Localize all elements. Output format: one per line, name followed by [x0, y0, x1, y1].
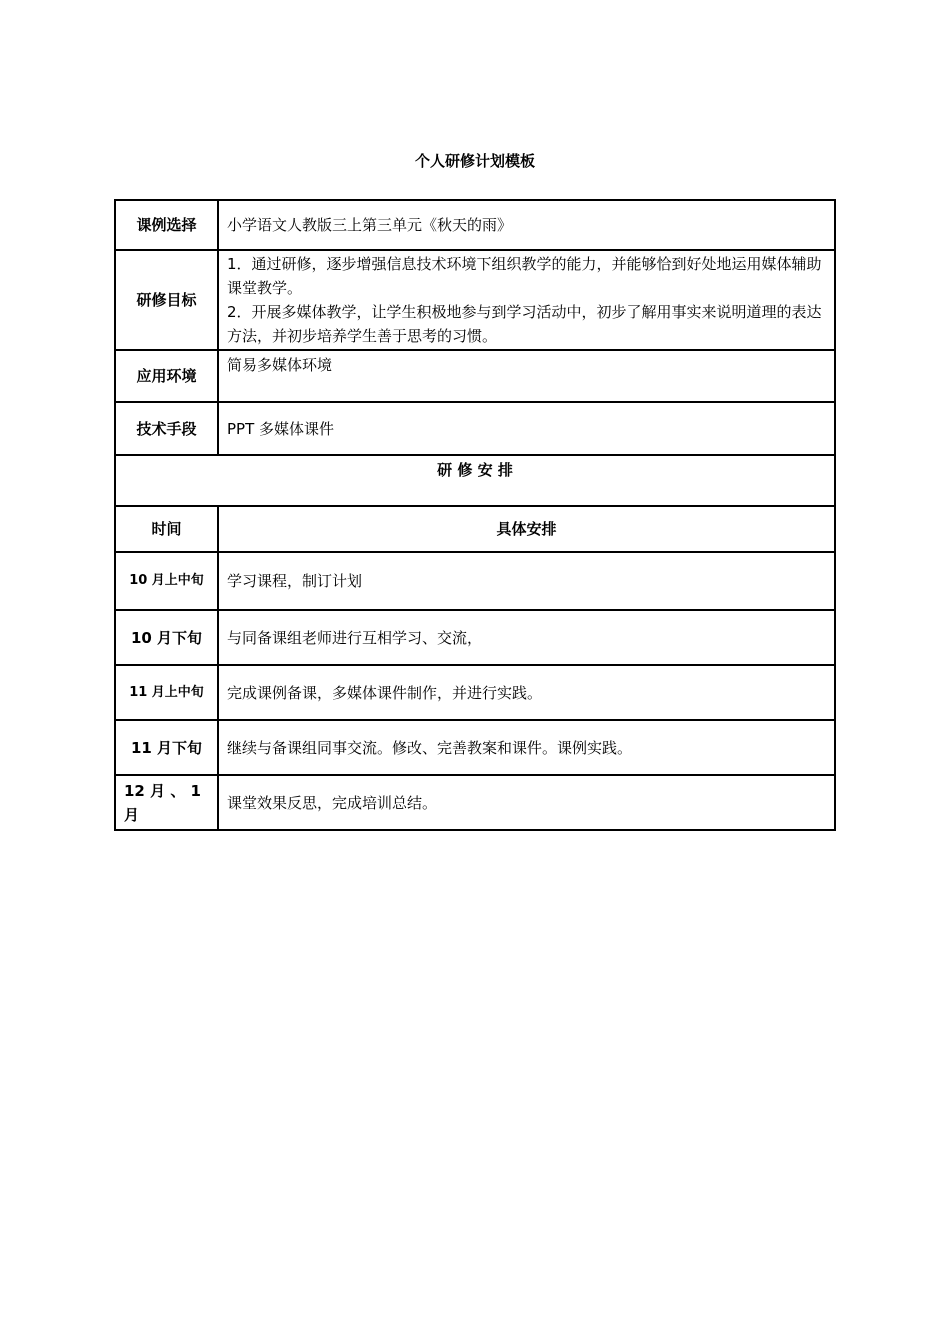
tech-row: [115, 402, 835, 455]
schedule-heading: 研 修 安 排: [115, 455, 835, 506]
env-label: 应用环境: [115, 350, 218, 402]
schedule-heading-row: [115, 455, 835, 506]
tech-value: PPT 多媒体课件: [218, 402, 835, 455]
goal-label: 研修目标: [115, 250, 218, 350]
tech-label: 技术手段: [115, 402, 218, 455]
schedule-plan: 课堂效果反思，完成培训总结。: [218, 775, 835, 830]
schedule-time: 11 月下旬: [115, 720, 218, 775]
schedule-row: [115, 720, 835, 775]
goal-row: [115, 250, 835, 350]
env-row: [115, 350, 835, 402]
schedule-plan: 继续与备课组同事交流。修改、完善教案和课件。课例实践。: [218, 720, 835, 775]
plan-table: [114, 199, 836, 831]
schedule-row: [115, 665, 835, 720]
col-plan-header: 具体安排: [218, 506, 835, 552]
schedule-header-row: [115, 506, 835, 552]
course-value: 小学语文人教版三上第三单元《秋天的雨》: [218, 200, 835, 250]
goal-value: [218, 250, 835, 350]
schedule-row: [115, 610, 835, 665]
schedule-time: 10 月下旬: [115, 610, 218, 665]
schedule-row: [115, 552, 835, 610]
course-row: [115, 200, 835, 250]
schedule-time: 10 月上中旬: [115, 552, 218, 610]
document-title: 个人研修计划模板: [414, 152, 535, 170]
goal-line-1: 1．通过研修，逐步增强信息技术环境下组织教学的能力，并能够恰到好处地运用媒体辅助课堂教学。: [227, 255, 822, 297]
goal-line-2: 2．开展多媒体教学，让学生积极地参与到学习活动中，初步了解用事实来说明道理的表达方法，并初步培养学生善于思考的习惯。: [227, 303, 822, 345]
schedule-plan: 完成课例备课，多媒体课件制作，并进行实践。: [218, 665, 835, 720]
env-value: 简易多媒体环境: [218, 350, 835, 402]
schedule-time: 11 月上中旬: [115, 665, 218, 720]
schedule-plan: 与同备课组老师进行互相学习、交流，: [218, 610, 835, 665]
schedule-row: [115, 775, 835, 830]
course-label: 课例选择: [115, 200, 218, 250]
schedule-plan: 学习课程，制订计划: [218, 552, 835, 610]
col-time-header: 时间: [115, 506, 218, 552]
schedule-time: 12 月 、 1 月: [115, 775, 218, 830]
